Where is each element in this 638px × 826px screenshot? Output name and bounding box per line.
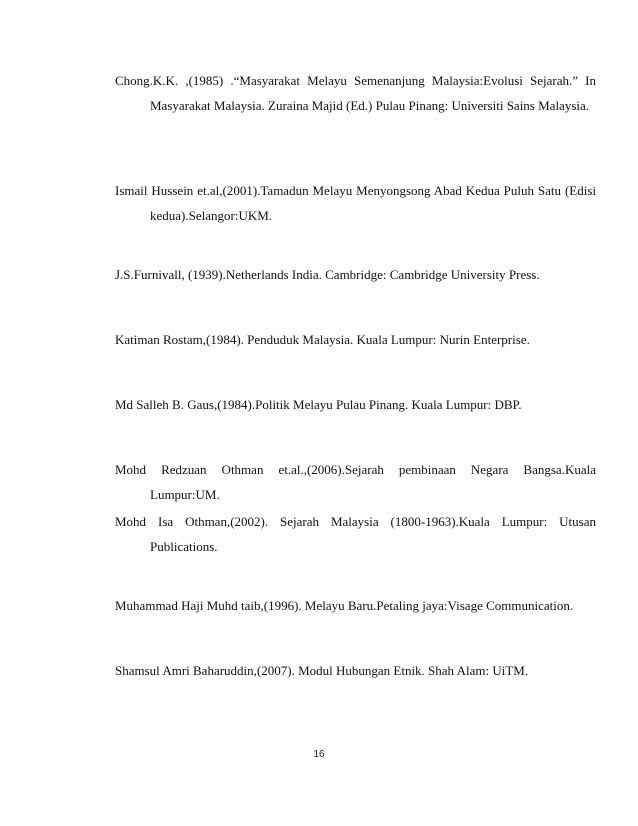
reference-entry: Katiman Rostam,(1984). Penduduk Malaysia. Kuala Lumpur: Nurin Enterprise. — [115, 332, 530, 347]
page-number: 16 — [313, 749, 325, 760]
reference-entry: Mohd Isa Othman,(2002). Sejarah Malaysia (1800-1963).Kuala Lumpur: Utusan Publications. — [115, 514, 596, 554]
reference-entry: Md Salleh B. Gaus,(1984).Politik Melayu Pulau Pinang. Kuala Lumpur: DBP. — [115, 397, 522, 412]
reference-entry: J.S.Furnivall, (1939).Netherlands India. Cambridge: Cambridge University Press. — [115, 267, 540, 282]
reference-entry: Mohd Redzuan Othman et.al.,(2006).Sejarah pembinaan Negara Bangsa.Kuala Lumpur:UM. — [115, 462, 596, 502]
reference-entry: Shamsul Amri Baharuddin,(2007). Modul Hubungan Etnik. Shah Alam: UiTM. — [115, 663, 529, 678]
reference-entry: Chong.K.K. ,(1985) .“Masyarakat Melayu Semenanjung Malaysia:Evolusi Sejarah.” In Masyarakat Malaysia. Zuraina Majid (Ed.) Pulau Pinang: Universiti Sains Malaysia. — [115, 73, 596, 113]
reference-entry: Ismail Hussein et.al,(2001).Tamadun Melayu Menyongsong Abad Kedua Puluh Satu (Edisi kedua).Selangor:UKM. — [115, 183, 596, 223]
reference-entry: Muhammad Haji Muhd taib,(1996). Melayu Baru.Petaling jaya:Visage Communication. — [115, 598, 574, 613]
